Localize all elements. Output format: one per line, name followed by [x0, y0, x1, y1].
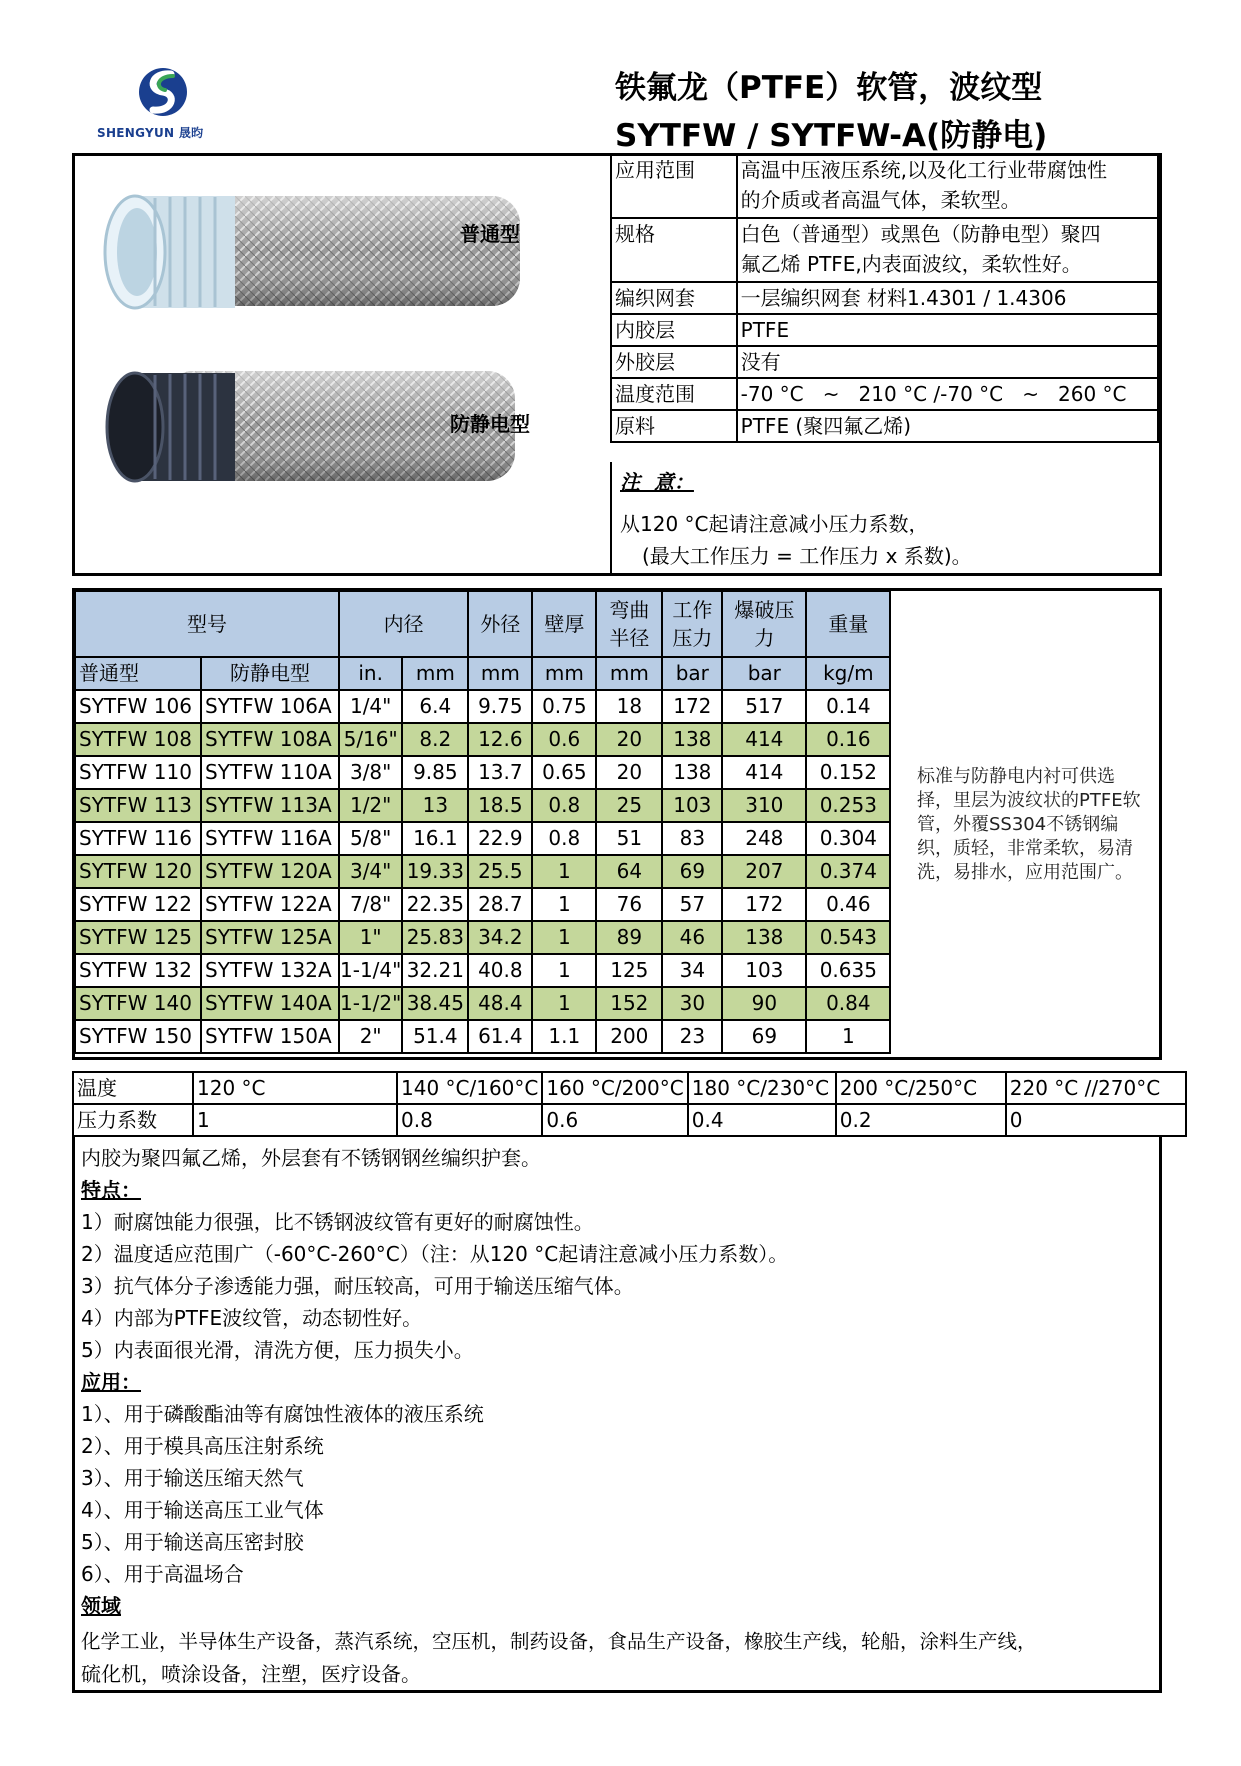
table-cell: 152 — [596, 987, 662, 1020]
table-row — [75, 1020, 890, 1053]
table-cell: 61.4 — [468, 1020, 532, 1053]
table-cell: 1-1/2" — [339, 987, 402, 1020]
table-cell: 9.75 — [468, 690, 532, 723]
table-cell: 20 — [596, 756, 662, 789]
spec-key: 原料 — [611, 410, 737, 442]
application-item: 1）、用于磷酸酯油等有腐蚀性液体的液压系统 — [81, 1402, 484, 1426]
column-subheader: mm — [532, 657, 596, 690]
table-cell: 103 — [662, 789, 722, 822]
table-cell: 0.65 — [532, 756, 596, 789]
table-cell: 9.85 — [402, 756, 468, 789]
table-cell: 0.16 — [806, 723, 890, 756]
logo-mark-icon — [133, 64, 193, 120]
coefficient-row — [73, 1104, 1186, 1136]
table-row — [75, 690, 890, 723]
spec-row — [611, 378, 1158, 410]
spec-key: 规格 — [611, 218, 737, 282]
table-cell: 200 — [596, 1020, 662, 1053]
spec-row — [611, 410, 1158, 442]
table-cell: 0.84 — [806, 987, 890, 1020]
table-cell: SYTFW 113 — [75, 789, 201, 822]
column-header: 壁厚 — [532, 591, 596, 657]
column-header: 外径 — [468, 591, 532, 657]
spec-value: PTFE — [737, 314, 1158, 346]
table-cell: 69 — [722, 1020, 806, 1053]
description-section — [72, 1136, 1162, 1693]
column-subheader: 普通型 — [75, 657, 201, 690]
spec-value: -70 °C ~ 210 °C /-70 °C ~ 260 °C — [737, 378, 1158, 410]
coefficient-cell: 0 — [1006, 1104, 1186, 1136]
table-cell: 51 — [596, 822, 662, 855]
application-item: 4）、用于输送高压工业气体 — [81, 1498, 324, 1522]
table-cell: 0.8 — [532, 822, 596, 855]
coefficient-label: 压力系数 — [73, 1104, 193, 1136]
table-cell: 0.6 — [532, 723, 596, 756]
table-cell: 1 — [532, 855, 596, 888]
coefficient-cell: 0.8 — [397, 1104, 542, 1136]
table-cell: SYTFW 150A — [201, 1020, 339, 1053]
column-subheader: in. — [339, 657, 402, 690]
table-cell: 1" — [339, 921, 402, 954]
temperature-cell: 200 °C/250°C — [836, 1072, 1006, 1104]
spec-table — [610, 153, 1159, 443]
fields-heading: 领域 — [81, 1594, 121, 1618]
spec-value: 一层编织网套 材料1.4301 / 1.4306 — [737, 282, 1158, 314]
column-subheader: bar — [722, 657, 806, 690]
antistatic-type-label: 防静电型 — [450, 412, 530, 436]
column-subheader: kg/m — [806, 657, 890, 690]
table-cell: SYTFW 113A — [201, 789, 339, 822]
table-cell: SYTFW 110A — [201, 756, 339, 789]
table-row — [75, 723, 890, 756]
table-cell: 48.4 — [468, 987, 532, 1020]
table-cell: 19.33 — [402, 855, 468, 888]
table-cell: 18 — [596, 690, 662, 723]
table-cell: 5/8" — [339, 822, 402, 855]
table-cell: SYTFW 132A — [201, 954, 339, 987]
spec-row — [611, 154, 1158, 218]
table-cell: 34 — [662, 954, 722, 987]
white-hose-photo — [95, 166, 535, 331]
company-logo — [95, 62, 235, 142]
table-cell: SYTFW 150 — [75, 1020, 201, 1053]
coefficient-cell: 0.2 — [836, 1104, 1006, 1136]
table-cell: 1 — [532, 987, 596, 1020]
table-cell: 0.374 — [806, 855, 890, 888]
spec-key: 编织网套 — [611, 282, 737, 314]
spec-value: 没有 — [737, 346, 1158, 378]
note-box — [610, 462, 1161, 575]
table-row — [75, 822, 890, 855]
temperature-cell: 220 °C //270°C — [1006, 1072, 1186, 1104]
table-cell: SYTFW 125 — [75, 921, 201, 954]
spec-value: 白色（普通型）或黑色（防静电型）聚四 氟乙烯 PTFE,内表面波纹，柔软性好。 — [737, 218, 1158, 282]
fields-text: 化学工业，半导体生产设备，蒸汽系统，空压机，制药设备，食品生产设备，橡胶生产线，轮船，涂料生产线， — [81, 1630, 1037, 1653]
table-cell: 64 — [596, 855, 662, 888]
table-cell: 0.75 — [532, 690, 596, 723]
table-cell: 12.6 — [468, 723, 532, 756]
feature-item: 4）内部为PTFE波纹管，动态韧性好。 — [81, 1306, 423, 1330]
column-subheader: mm — [596, 657, 662, 690]
applications-heading: 应用： — [81, 1370, 141, 1394]
table-subheader-row — [75, 657, 890, 690]
table-cell: SYTFW 140A — [201, 987, 339, 1020]
table-cell: SYTFW 110 — [75, 756, 201, 789]
table-cell: 310 — [722, 789, 806, 822]
coefficient-cell: 0.6 — [542, 1104, 687, 1136]
table-cell: 57 — [662, 888, 722, 921]
table-cell: SYTFW 122 — [75, 888, 201, 921]
table-cell: 0.46 — [806, 888, 890, 921]
coefficient-cell: 0.4 — [688, 1104, 836, 1136]
column-subheader: mm — [468, 657, 532, 690]
table-cell: 83 — [662, 822, 722, 855]
features-heading: 特点： — [81, 1178, 141, 1202]
table-cell: SYTFW 116 — [75, 822, 201, 855]
table-cell: SYTFW 120A — [201, 855, 339, 888]
table-cell: 6.4 — [402, 690, 468, 723]
table-cell: 32.21 — [402, 954, 468, 987]
table-cell: 0.14 — [806, 690, 890, 723]
table-cell: 1/2" — [339, 789, 402, 822]
table-row — [75, 789, 890, 822]
table-cell: 20 — [596, 723, 662, 756]
column-header: 工作压力 — [662, 591, 722, 657]
table-cell: SYTFW 108A — [201, 723, 339, 756]
table-cell: 76 — [596, 888, 662, 921]
table-cell: 22.9 — [468, 822, 532, 855]
feature-item: 3）抗气体分子渗透能力强，耐压较高，可用于输送压缩气体。 — [81, 1274, 634, 1298]
column-header: 弯曲半径 — [596, 591, 662, 657]
table-cell: 172 — [662, 690, 722, 723]
spec-row — [611, 346, 1158, 378]
table-cell: 414 — [722, 723, 806, 756]
table-cell: 0.304 — [806, 822, 890, 855]
side-note: 标准与防静电内衬可供选择，里层为波纹状的PTFE软管，外覆SS304不锈钢编织，质轻，非常柔软，易清洗，易排水，应用范围广。 — [917, 766, 1141, 883]
model-table-body — [75, 690, 890, 1053]
table-cell: 207 — [722, 855, 806, 888]
table-cell: SYTFW 106 — [75, 690, 201, 723]
table-cell: 34.2 — [468, 921, 532, 954]
spec-key: 内胶层 — [611, 314, 737, 346]
table-row — [75, 921, 890, 954]
model-table — [74, 590, 891, 1054]
table-cell: 1 — [806, 1020, 890, 1053]
table-cell: SYTFW 116A — [201, 822, 339, 855]
temperature-cell: 140 °C/160°C — [397, 1072, 542, 1104]
table-cell: 46 — [662, 921, 722, 954]
table-cell: SYTFW 125A — [201, 921, 339, 954]
table-cell: 1/4" — [339, 690, 402, 723]
table-row — [75, 756, 890, 789]
table-cell: 25.83 — [402, 921, 468, 954]
table-cell: 172 — [722, 888, 806, 921]
table-cell: 5/16" — [339, 723, 402, 756]
application-item: 6）、用于高温场合 — [81, 1562, 244, 1586]
table-cell: SYTFW 120 — [75, 855, 201, 888]
table-cell: 3/4" — [339, 855, 402, 888]
spec-row — [611, 218, 1158, 282]
fields-text: 硫化机，喷涂设备，注塑，医疗设备。 — [81, 1662, 421, 1686]
table-cell: 16.1 — [402, 822, 468, 855]
table-cell: 89 — [596, 921, 662, 954]
table-cell: 2" — [339, 1020, 402, 1053]
column-header: 内径 — [339, 591, 468, 657]
spec-row — [611, 282, 1158, 314]
table-row — [75, 987, 890, 1020]
column-header: 型号 — [75, 591, 339, 657]
table-cell: 25.5 — [468, 855, 532, 888]
table-cell: SYTFW 106A — [201, 690, 339, 723]
table-cell: 1 — [532, 921, 596, 954]
note-title: 注 意： — [620, 470, 694, 494]
application-item: 5）、用于输送高压密封胶 — [81, 1530, 304, 1554]
temperature-cell: 160 °C/200°C — [542, 1072, 687, 1104]
table-cell: 25 — [596, 789, 662, 822]
coefficient-cell: 1 — [193, 1104, 397, 1136]
column-subheader: mm — [402, 657, 468, 690]
table-cell: 22.35 — [402, 888, 468, 921]
table-cell: 1 — [532, 888, 596, 921]
table-cell: 0.635 — [806, 954, 890, 987]
table-cell: 138 — [662, 723, 722, 756]
table-cell: 138 — [662, 756, 722, 789]
table-cell: 103 — [722, 954, 806, 987]
table-cell: 1.1 — [532, 1020, 596, 1053]
feature-item: 2）温度适应范围广（-60°C-260°C）（注：从120 °C起请注意减小压力系数）。 — [81, 1242, 789, 1266]
page-title: 铁氟龙（PTFE）软管，波纹型 — [615, 70, 1043, 106]
table-cell: SYTFW 108 — [75, 723, 201, 756]
table-cell: 69 — [662, 855, 722, 888]
note-line: (最大工作压力 = 工作压力 x 系数)。 — [642, 544, 972, 568]
spec-value: 高温中压液压系统,以及化工行业带腐蚀性 的介质或者高温气体，柔软型。 — [737, 154, 1158, 218]
spec-key: 温度范围 — [611, 378, 737, 410]
table-cell: 414 — [722, 756, 806, 789]
table-cell: 517 — [722, 690, 806, 723]
table-cell: 138 — [722, 921, 806, 954]
table-cell: 18.5 — [468, 789, 532, 822]
note-line: 从120 °C起请注意减小压力系数， — [620, 512, 929, 536]
intro-text: 内胶为聚四氟乙烯，外层套有不锈钢钢丝编织护套。 — [81, 1146, 541, 1170]
product-overview — [72, 153, 1162, 576]
spec-key: 应用范围 — [611, 154, 737, 218]
normal-type-label: 普通型 — [460, 222, 520, 246]
column-subheader: bar — [662, 657, 722, 690]
model-section — [72, 588, 1162, 1060]
table-cell: 0.8 — [532, 789, 596, 822]
temperature-row — [73, 1072, 1186, 1104]
table-row — [75, 855, 890, 888]
table-cell: 23 — [662, 1020, 722, 1053]
table-row — [75, 888, 890, 921]
table-cell: 28.7 — [468, 888, 532, 921]
feature-item: 5）内表面很光滑，清洗方便，压力损失小。 — [81, 1338, 474, 1362]
table-row — [75, 954, 890, 987]
table-cell: 8.2 — [402, 723, 468, 756]
page-subtitle: SYTFW / SYTFW-A(防静电) — [615, 118, 1048, 154]
table-cell: 248 — [722, 822, 806, 855]
table-cell: SYTFW 132 — [75, 954, 201, 987]
application-item: 3）、用于输送压缩天然气 — [81, 1466, 304, 1490]
table-cell: 0.253 — [806, 789, 890, 822]
temperature-cell: 120 °C — [193, 1072, 397, 1104]
table-header-row — [75, 591, 890, 657]
table-cell: 1-1/4" — [339, 954, 402, 987]
table-cell: 0.543 — [806, 921, 890, 954]
table-cell: 1 — [532, 954, 596, 987]
feature-item: 1）耐腐蚀能力很强，比不锈钢波纹管有更好的耐腐蚀性。 — [81, 1210, 594, 1234]
pressure-coefficient-table — [72, 1071, 1187, 1137]
table-cell: 3/8" — [339, 756, 402, 789]
column-subheader: 防静电型 — [201, 657, 339, 690]
table-cell: 125 — [596, 954, 662, 987]
brand-name: SHENGYUN 晟昀 — [97, 126, 204, 140]
table-cell: 13 — [402, 789, 468, 822]
table-cell: SYTFW 122A — [201, 888, 339, 921]
spec-row — [611, 314, 1158, 346]
spec-value: PTFE (聚四氟乙烯) — [737, 410, 1158, 442]
table-cell: 40.8 — [468, 954, 532, 987]
spec-key: 外胶层 — [611, 346, 737, 378]
table-cell: 13.7 — [468, 756, 532, 789]
temperature-label: 温度 — [73, 1072, 193, 1104]
column-header: 重量 — [806, 591, 890, 657]
column-header: 爆破压力 — [722, 591, 806, 657]
table-cell: 0.152 — [806, 756, 890, 789]
application-item: 2）、用于模具高压注射系统 — [81, 1434, 324, 1458]
table-cell: 38.45 — [402, 987, 468, 1020]
table-cell: 7/8" — [339, 888, 402, 921]
table-cell: SYTFW 140 — [75, 987, 201, 1020]
table-cell: 90 — [722, 987, 806, 1020]
table-cell: 51.4 — [402, 1020, 468, 1053]
table-cell: 30 — [662, 987, 722, 1020]
temperature-cell: 180 °C/230°C — [688, 1072, 836, 1104]
